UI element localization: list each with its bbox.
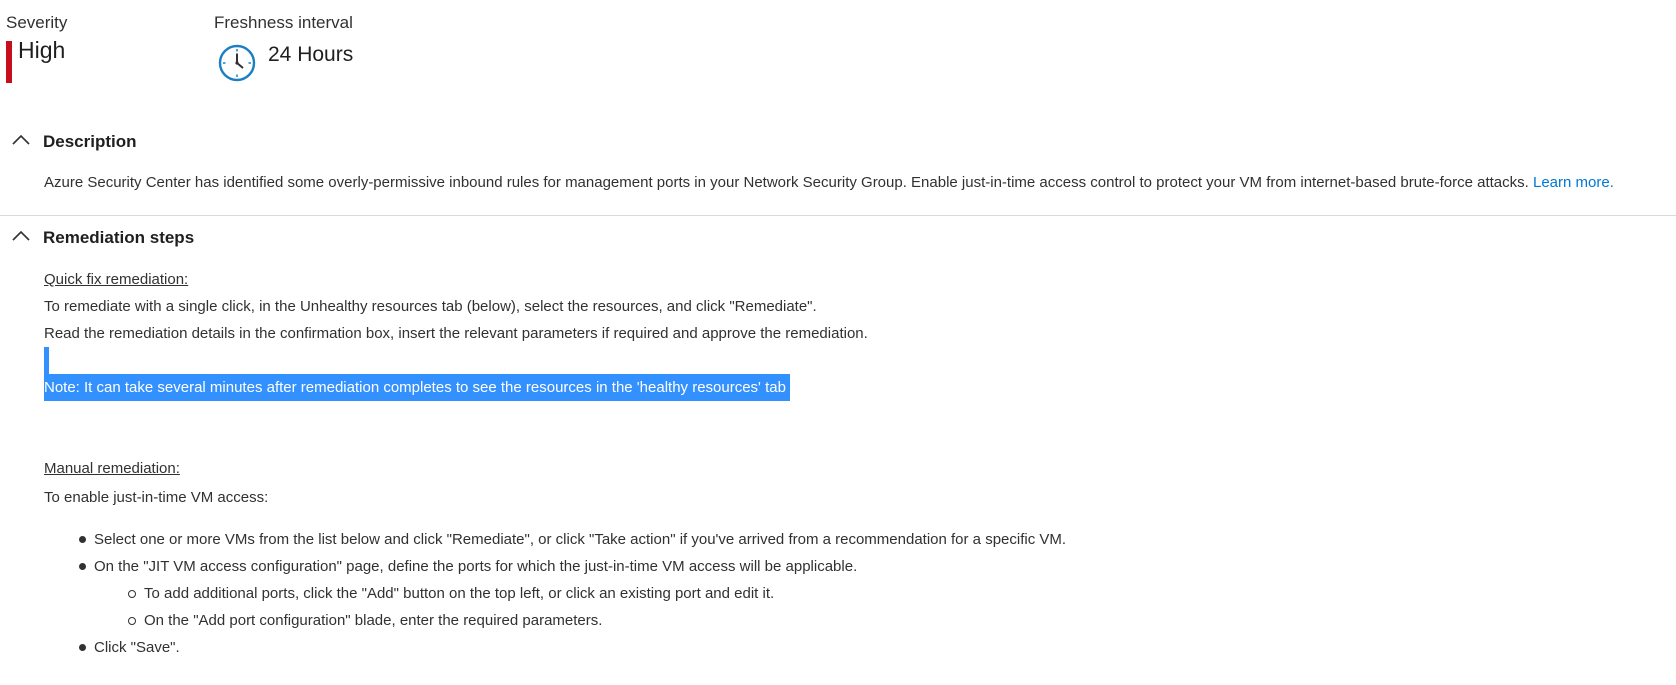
description-text: Azure Security Center has identified some overly-permissive inbound rules for management ports in your Network Security Group. Enable just-in-time access control to protect your VM from internet-based brute-force attacks.	[44, 174, 1529, 191]
severity-value: High	[18, 37, 66, 63]
bullet-dot	[79, 536, 86, 543]
manual-remediation-intro: To enable just-in-time VM access:	[44, 489, 269, 506]
collapse-remediation-chevron-icon[interactable]	[10, 226, 32, 248]
quick-fix-line-1: To remediate with a single click, in the Unhealthy resources tab (below), select the resources, and click "Remediate".	[44, 298, 817, 315]
sub-list-item: To add additional ports, click the "Add" button on the top left, or click an existing port and edit it.	[144, 585, 775, 602]
remediation-title[interactable]: Remediation steps	[43, 228, 195, 247]
clock-icon	[218, 44, 256, 82]
collapse-description-chevron-icon[interactable]	[10, 130, 32, 152]
description-text-line	[44, 174, 1614, 191]
quick-fix-line-2: Read the remediation details in the confirmation box, insert the relevant parameters if required and approve the remediation.	[44, 325, 868, 342]
learn-more-link[interactable]: Learn more.	[1532, 174, 1614, 191]
quick-fix-heading: Quick fix remediation:	[44, 271, 189, 288]
sub-bullet-circle	[128, 590, 136, 598]
section-divider	[0, 215, 1676, 216]
freshness-value: 24 Hours	[268, 43, 354, 66]
bullet-dot	[79, 644, 86, 651]
description-title[interactable]: Description	[43, 132, 137, 151]
list-item: Select one or more VMs from the list below and click "Remediate", or click "Take action" if you've arrived from a recommendation for a specific VM.	[94, 531, 1067, 548]
sub-list-item: On the "Add port configuration" blade, enter the required parameters.	[144, 612, 603, 629]
remediation-note: Note: It can take several minutes after remediation completes to see the resources in the 'healthy resources' tab	[44, 374, 790, 401]
manual-remediation-heading: Manual remediation:	[44, 460, 180, 477]
list-item: On the "JIT VM access configuration" page, define the ports for which the just-in-time VM access will be applicable.	[94, 558, 858, 575]
list-item: Click "Save".	[94, 639, 180, 656]
selection-highlight-empty-line	[44, 347, 49, 374]
severity-label: Severity	[6, 13, 68, 32]
sub-bullet-circle	[128, 617, 136, 625]
bullet-dot	[79, 563, 86, 570]
freshness-label: Freshness interval	[214, 13, 353, 32]
severity-indicator-bar	[6, 41, 12, 83]
